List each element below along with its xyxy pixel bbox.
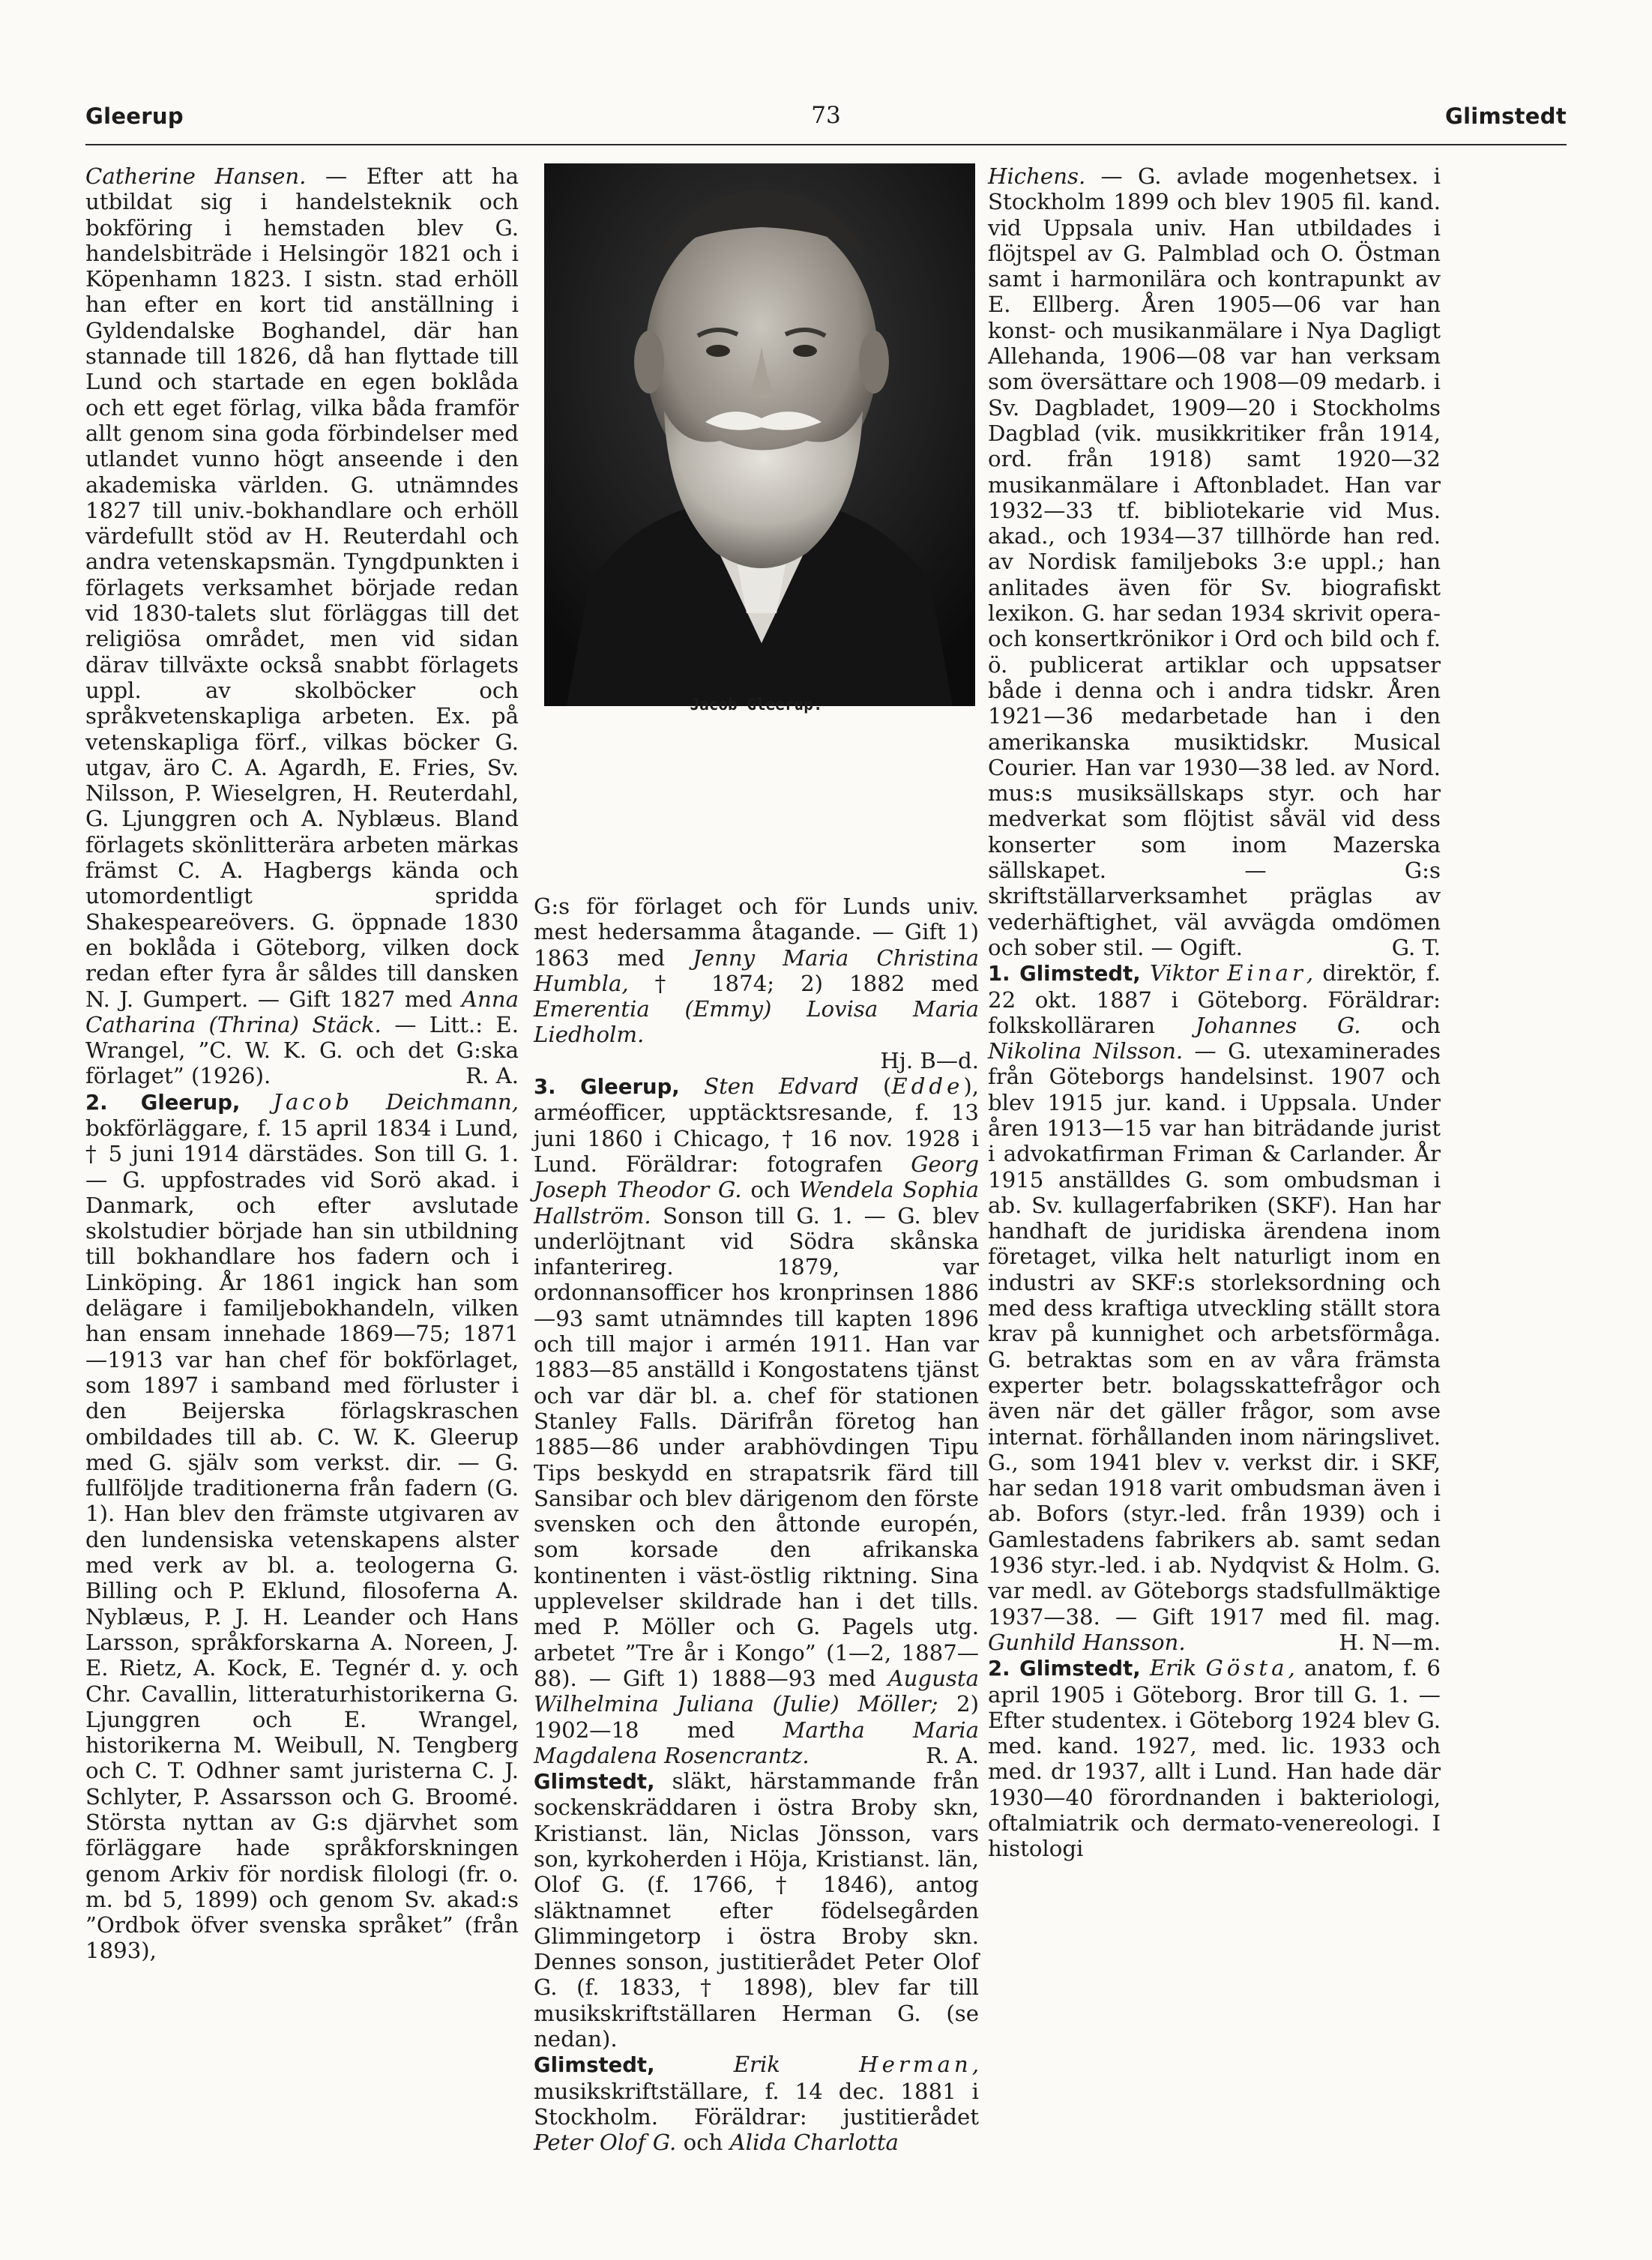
entry-paragraph: G:s för förlaget och för Lunds univ. mest hedersamma åtagande. — Gift 1) 1863 med Jenny Maria Christina Humbla, † 1874; 2) 1882 med Emerentia (Emmy) Lovisa Maria Liedholm. Hj. B—d. [534, 894, 979, 1073]
column-right [988, 163, 1441, 1862]
entry-paragraph: Hichens. — G. avlade mogenhetsex. i Stockholm 1899 och blev 1905 fil. kand. vid Uppsala univ. Han utbildades i flöjtspel av G. Palmblad och O. Östman samt i harmonilära och kontrapunkt av E. Ellberg. Åren 1905—06 var han konst- och musikanmälare i Nya Dagligt Allehanda, 1906—08 var han verksam som översättare och 1908—09 medarb. i Sv. Dagbladet, 1909—20 i Stockholms Dagblad (vik. musikkritiker från 1914, ord. från 1918) samt 1920—32 musikanmälare i Aftonbladet. Han var 1932—33 tf. bibliotekarie vid Mus. akad., och 1934—37 tillhörde han red. av Nordisk familjeboks 3:e uppl.; han anlitades även för Sv. biografiskt lexikon. G. har sedan 1934 skrivit opera- och konsertkrönikor i Ord och bild och f. ö. publicerat artiklar och uppsatser både i denna och i andra tidskr. Åren 1921—36 medarbetade han i den amerikanska musiktidskr. Musical Courier. Han var 1930—38 led. av Nord. mus:s musiksällskaps styr. och har medverkat som flöjtist såväl vid dess konserter som inom Mazerska sällskapet. — G:s skriftställarverksamhet präglas av vederhäftighet, väl avvägda omdömen och sober stil. — Ogift. G. T. [988, 163, 1441, 960]
photo-caption: Jacob Gleerup. [690, 696, 823, 714]
page-number: 73 [811, 102, 841, 129]
portrait-photo [544, 163, 975, 706]
entry-paragraph: 3. Gleerup, Sten Edvard (Edde), arméofficer, upptäcktsresande, f. 13 juni 1860 i Chicago, † 16 nov. 1928 i Lund. Föräldrar: fotografen Georg Joseph Theodor G. och Wendela Sophia Hallström. Sonson till G. 1. — G. blev underlöjtnant vid Södra skånska infanterireg. 1879, var ordonnansofficer hos kronprinsen 1886—93 samt utnämndes till kapten 1896 och till major i armén 1911. Han var 1883—85 anställd i Kongostatens tjänst och var där bl. a. chef för stationen Stanley Falls. Därifrån företog han 1885—86 under arabhövdingen Tipu Tips beskydd en strapatsrik färd till Sansibar och blev därigenom den förste svensken och den åttonde europén, som korsade den afrikanska kontinenten i väst-östlig riktning. Sina upplevelser skildrade han i det tills. med P. Möller och G. Pagels utg. arbetet ”Tre år i Kongo” (1—2, 1887—88). — Gift 1) 1888—93 med Augusta Wilhelmina Juliana (Julie) Möller; 2) 1902—18 med Martha Maria Magdalena Rosencrantz. R. A. [534, 1073, 980, 1768]
portrait-image [544, 163, 975, 706]
entry-paragraph: 2. Gleerup, Jacob Deichmann, bokförläggare, f. 15 april 1834 i Lund, † 5 juni 1914 därstädes. Son till G. 1. — G. uppfostrades vid Sorö akad. i Danmark, och efter avslutade skolstudier började han sin utbildning till bokhandlare hos fadern och i Linköping. År 1861 ingick han som delägare i familjebokhandeln, vilken han ensam innehade 1869—75; 1871—1913 var han chef för bokförlaget, som 1897 i samband med förluster i den Beijerska förlagskraschen ombildades till ab. C. W. K. Gleerup med G. själv som verkst. dir. — G. fullföljde traditionerna från fadern (G. 1). Han blev den främste utgivaren av den lundensiska vetenskapens alster med verk av bl. a. teologerna G. Billing och P. Eklund, filosoferna A. Nyblæus, P. J. H. Leander och Hans Larsson, språkforskarna A. Noreen, J. E. Rietz, A. Kock, E. Tegnér d. y. och Chr. Cavallin, litteraturhistorikerna G. Ljunggren och E. Wrangel, historikerna M. Weibull, N. Tengberg och C. T. Odhner samt juristerna C. J. Schlyter, P. Assarsson och G. Broomé. Största nyttan av G:s djärvhet som förläggare hade språkforskningen genom Arkiv för nordisk filologi (fr. o. m. bd 5, 1899) och genom Sv. akad:s ”Ordbok öfver svenska språket” (från 1893), [85, 1088, 519, 1964]
entry-paragraph: 2. Glimstedt, Erik Gösta, anatom, f. 6 april 1905 i Göteborg. Bror till G. 1. — Efter studentex. i Göteborg 1924 blev G. med. kand. 1927, med. lic. 1933 och med. dr 1937, allt i Lund. Han hade där 1930—40 förordnanden i bakteriologi, oftalmiatrik och dermato-venereologi. I histologi [988, 1655, 1441, 1862]
running-head-right: Glimstedt [1444, 103, 1567, 129]
column-left [85, 163, 519, 1964]
running-head-left: Gleerup [85, 103, 184, 129]
entry-paragraph: Catherine Hansen. — Efter att ha utbildat sig i handelsteknik och bokföring i hemstaden blev G. handelsbiträde i Helsingör 1821 och i Köpenhamn 1823. I sistn. stad erhöll han efter en kort tid anställning i Gyldendalske Boghandel, där han stannade till 1826, då han flyttade till Lund och startade en egen boklåda och ett eget förlag, vilka båda framför allt genom sina goda förbindelser med utlandet vunno högt anseende i den akademiska världen. G. utnämndes 1827 till univ.-bokhandlare och erhöll värdefullt stöd av H. Reuterdahl och andra vetenskapsmän. Tyngdpunkten i förlagets verksamhet började redan vid 1830-talets slut förläggas till det religiösa området, men vid sidan därav tillväxte också snabbt förlagets uppl. av skolböcker och språkvetenskapliga arbeten. Ex. på vetenskapliga förf., vilkas böcker G. utgav, äro C. A. Agardh, E. Fries, Sv. Nilsson, P. Wieselgren, H. Reuterdahl, G. Ljunggren och A. Nyblæus. Bland förlagets skönlitterära arbeten märkas främst C. A. Hagbergs kända och utomordentligt spridda Shakespeareövers. G. öppnade 1830 en boklåda i Göteborg, vilken dock redan efter fyra år såldes till dansken N. J. Gumpert. — Gift 1827 med Anna Catharina (Thrina) Stäck. — Litt.: E. Wrangel, ”C. W. K. G. och det G:ska förlaget” (1926). R. A. [85, 163, 519, 1089]
header-rule [85, 144, 1567, 145]
entry-paragraph: Glimstedt, släkt, härstammande från sockenskräddaren i östra Broby skn, Kristianst. län, Niclas Jönsson, vars son, kyrkoherden i Höja, Kristianst. län, Olof G. (f. 1766, † 1846), antog släktnamnet efter födelsegården Glimmingetorp i östra Broby skn. Dennes sonson, justitierådet Peter Olof G. (f. 1833, † 1898), blev far till musikskriftställaren Herman G. (se nedan). [534, 1768, 979, 2052]
entry-paragraph: Glimstedt, Erik Herman, musikskriftställare, f. 14 dec. 1881 i Stockholm. Föräldrar: justitierådet Peter Olof G. och Alida Charlotta [534, 2052, 979, 2156]
entry-paragraph: 1. Glimstedt, Viktor Einar, direktör, f. 22 okt. 1887 i Göteborg. Föräldrar: folkskolläraren Johannes G. och Nikolina Nilsson. — G. utexaminerades från Göteborgs handelsinst. 1907 och blev 1915 jur. kand. i Uppsala. Under åren 1913—15 var han biträdande jurist i advokatfirman Friman & Carlander. År 1915 anställdes G. som ombudsman i ab. Sv. kullagerfabriken (SKF). Han har handhaft de juridiska ärendena inom företaget, vilka helt naturligt inom en industri av SKF:s storleksordning och med dess kraftiga utveckling ställt stora krav på kunnighet och arbetsförmåga. G. betraktas som en av våra främsta experter betr. bolagsskattefrågor och även när det gäller frågor, som avse internat. förhållanden inom näringslivet. G., som 1941 blev v. verkst dir. i SKF, har sedan 1918 varit ombudsman även i ab. Bofors (styr.-led. från 1939) och i Gamlestadens fabrikers ab. samt sedan 1936 styr.-led. i ab. Nydqvist & Holm. G. var medl. av Göteborgs stadsfullmäktige 1937—38. — Gift 1917 med fil. mag. Gunhild Hansson. H. N—m. [988, 960, 1441, 1655]
column-middle [534, 894, 979, 2156]
